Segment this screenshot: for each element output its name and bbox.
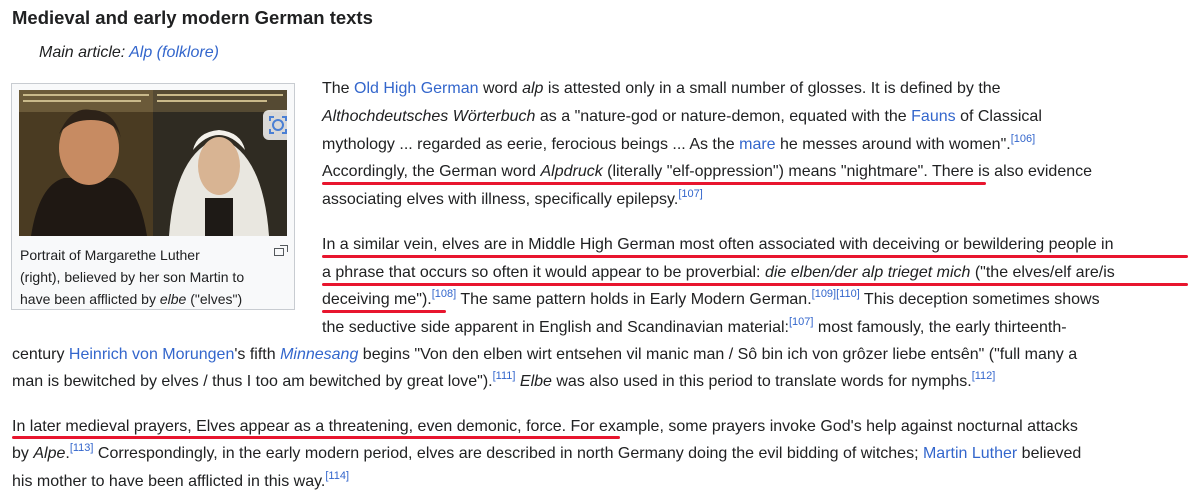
image-search-icon[interactable] [263, 110, 287, 140]
caption-line: (right), believed by her son Martin to [20, 269, 245, 285]
p1-line-4: Accordingly, the German word Alpdruck (literally "elf-oppression") means "nightmare". There is also evidence [322, 163, 1093, 180]
ref-112[interactable]: [112] [971, 370, 996, 382]
ref-110[interactable]: [110] [836, 288, 860, 300]
ref-107[interactable]: [107] [678, 188, 703, 200]
lens-glyph [263, 110, 287, 140]
link-old-high-german[interactable]: Old High German [354, 80, 479, 97]
p1-line-1: The Old High German word alp is attested only in a small number of glosses. It is defined by the [322, 80, 1001, 97]
portrait-image[interactable] [19, 90, 287, 236]
link-fauns[interactable]: Fauns [911, 108, 956, 125]
expand-glyph [274, 245, 288, 256]
figure-caption [20, 244, 268, 310]
p3-line-3: his mother to have been afflicted in this way.[114] [12, 470, 350, 490]
p3-line-1: In later medieval prayers, Elves appear as a threatening, even demonic, force. For example, some prayers invoke God's help against nocturnal attacks [12, 418, 1078, 435]
p2-line-2: a phrase that occurs so often it would appear to be proverbial: die elben/der alp trieget mich ("the elves/elf are/is [322, 264, 1115, 281]
hatnote-link-alp-folklore[interactable]: Alp (folklore) [129, 44, 219, 61]
hatnote-prefix: Main article: [39, 44, 130, 61]
ref-106[interactable]: [106] [1010, 133, 1036, 145]
annotation-underline [322, 310, 446, 313]
link-mare[interactable]: mare [739, 136, 776, 153]
link-heinrich-von-morungen[interactable]: Heinrich von Morungen [68, 346, 235, 363]
ref-113[interactable]: [113] [69, 442, 94, 454]
annotation-underline [12, 436, 620, 439]
caption-line: Portrait of Margarethe Luther [20, 247, 200, 263]
ref-111[interactable]: [111] [492, 370, 516, 382]
ref-109[interactable]: [109] [811, 288, 837, 300]
p1-line-5: associating elves with illness, specifically epilepsy.[107] [322, 188, 703, 208]
portrait-painting [19, 90, 287, 236]
p1-line-3: mythology ... regarded as eerie, ferocious beings ... As the mare he messes around with women".[106] [322, 133, 1036, 153]
figure-thumbnail [11, 83, 295, 310]
ref-108[interactable]: [108] [431, 288, 457, 300]
expand-icon[interactable] [274, 243, 288, 261]
ref-107b[interactable]: [107] [788, 316, 814, 328]
caption-line: have been afflicted by elbe ("elves") [20, 291, 243, 307]
p2-line-5: century Heinrich von Morungen's fifth Minnesang begins "Von den elben wirt entsehen vil manic man / Sô bin ich von grôzer liebe entsên" ("full many a [12, 346, 1078, 363]
p1-line-2: Althochdeutsches Wörterbuch as a "nature-god or nature-demon, equated with the Fauns of Classical [322, 108, 1042, 125]
annotation-underline [322, 182, 986, 185]
p2-line-1: In a similar vein, elves are in Middle High German most often associated with deceiving or bewildering people in [322, 236, 1114, 253]
p3-line-2: by Alpe.[113] Correspondingly, in the early modern period, elves are described in north Germany doing the evil bidding of witches; Martin Luther believed [12, 442, 1082, 462]
annotation-underline [322, 283, 1188, 286]
p2-line-3: deceiving me").[108] The same pattern holds in Early Modern German.[109][110] This deception sometimes shows [322, 288, 1100, 308]
p2-line-6: man is bewitched by elves / thus I too am bewitched by great love").[111] Elbe was also used in this period to translate words for nymphs.[112] [12, 370, 996, 390]
section-heading: Medieval and early modern German texts [12, 7, 373, 28]
link-martin-luther[interactable]: Martin Luther [922, 445, 1018, 462]
hatnote [39, 44, 219, 62]
ref-114[interactable]: [114] [325, 470, 350, 482]
annotation-underline [322, 255, 1188, 258]
p2-line-4: the seductive side apparent in English and Scandinavian material:[107] most famously, the early thirteenth- [322, 316, 1067, 336]
link-minnesang[interactable]: Minnesang [280, 346, 359, 363]
